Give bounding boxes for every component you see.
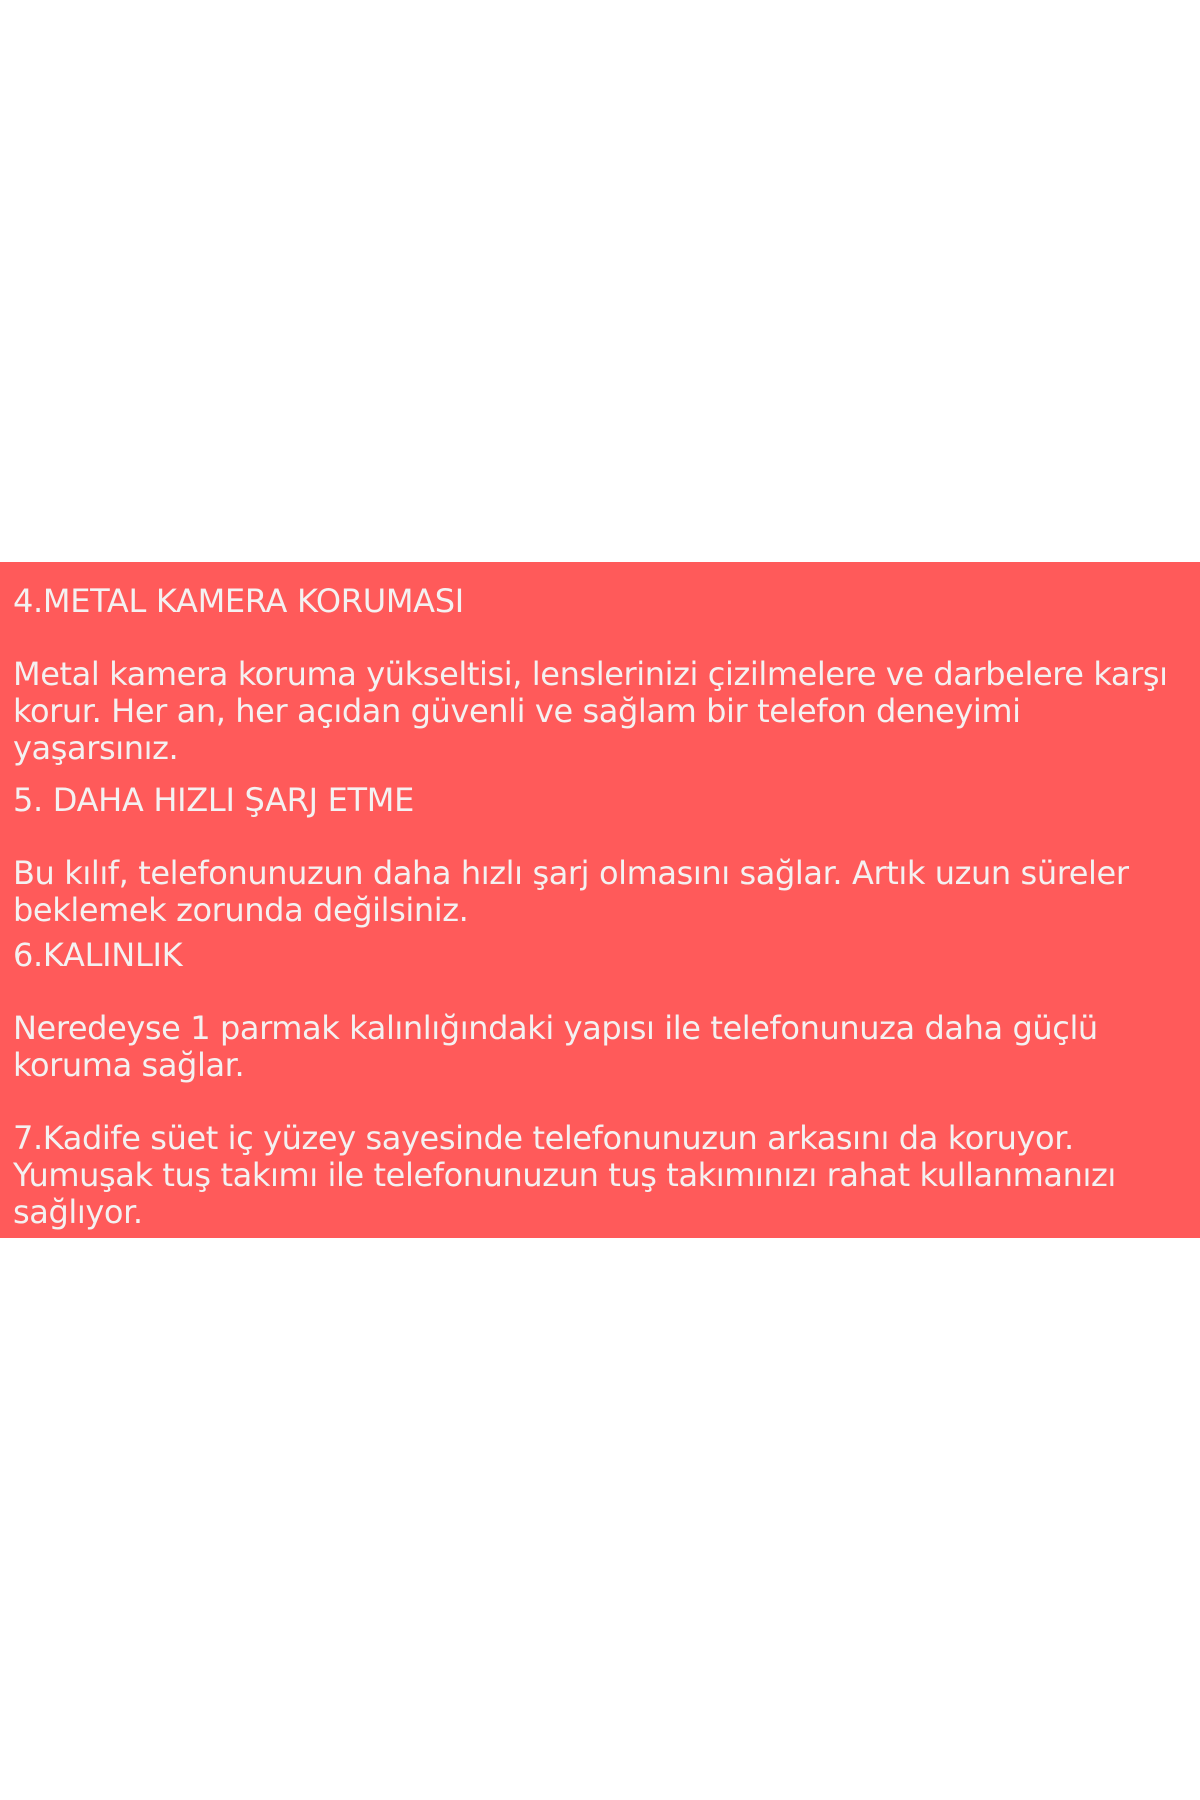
section-heading: 4.METAL KAMERA KORUMASI bbox=[13, 582, 464, 620]
section-body: Neredeyse 1 parmak kalınlığındaki yapısı ile telefonunuza daha güçlü koruma sağlar. bbox=[13, 1009, 1098, 1084]
section-camera-protection bbox=[13, 582, 1188, 767]
section-thickness bbox=[13, 936, 1188, 1084]
section-body: 7.Kadife süet iç yüzey sayesinde telefonunuzun arkasını da koruyor. Yumuşak tuş takımı ile telefonunuzun tuş takımınızı rahat kullanmanızı sağlıyor. bbox=[13, 1119, 1116, 1231]
section-body: Bu kılıf, telefonunuzun daha hızlı şarj olmasını sağlar. Artık uzun süreler beklemek zorunda değilsiniz. bbox=[13, 854, 1129, 929]
section-body: Metal kamera koruma yükseltisi, lenslerinizi çizilmelere ve darbelere karşı korur. Her an, her açıdan güvenli ve sağlam bir telefon deneyimi yaşarsınız. bbox=[13, 655, 1168, 767]
feature-panel bbox=[0, 562, 1200, 1238]
section-heading: 6.KALINLIK bbox=[13, 936, 183, 974]
section-heading: 5. DAHA HIZLI ŞARJ ETME bbox=[13, 781, 414, 819]
section-velvet-interior bbox=[13, 1120, 1188, 1231]
section-fast-charging bbox=[13, 781, 1188, 929]
